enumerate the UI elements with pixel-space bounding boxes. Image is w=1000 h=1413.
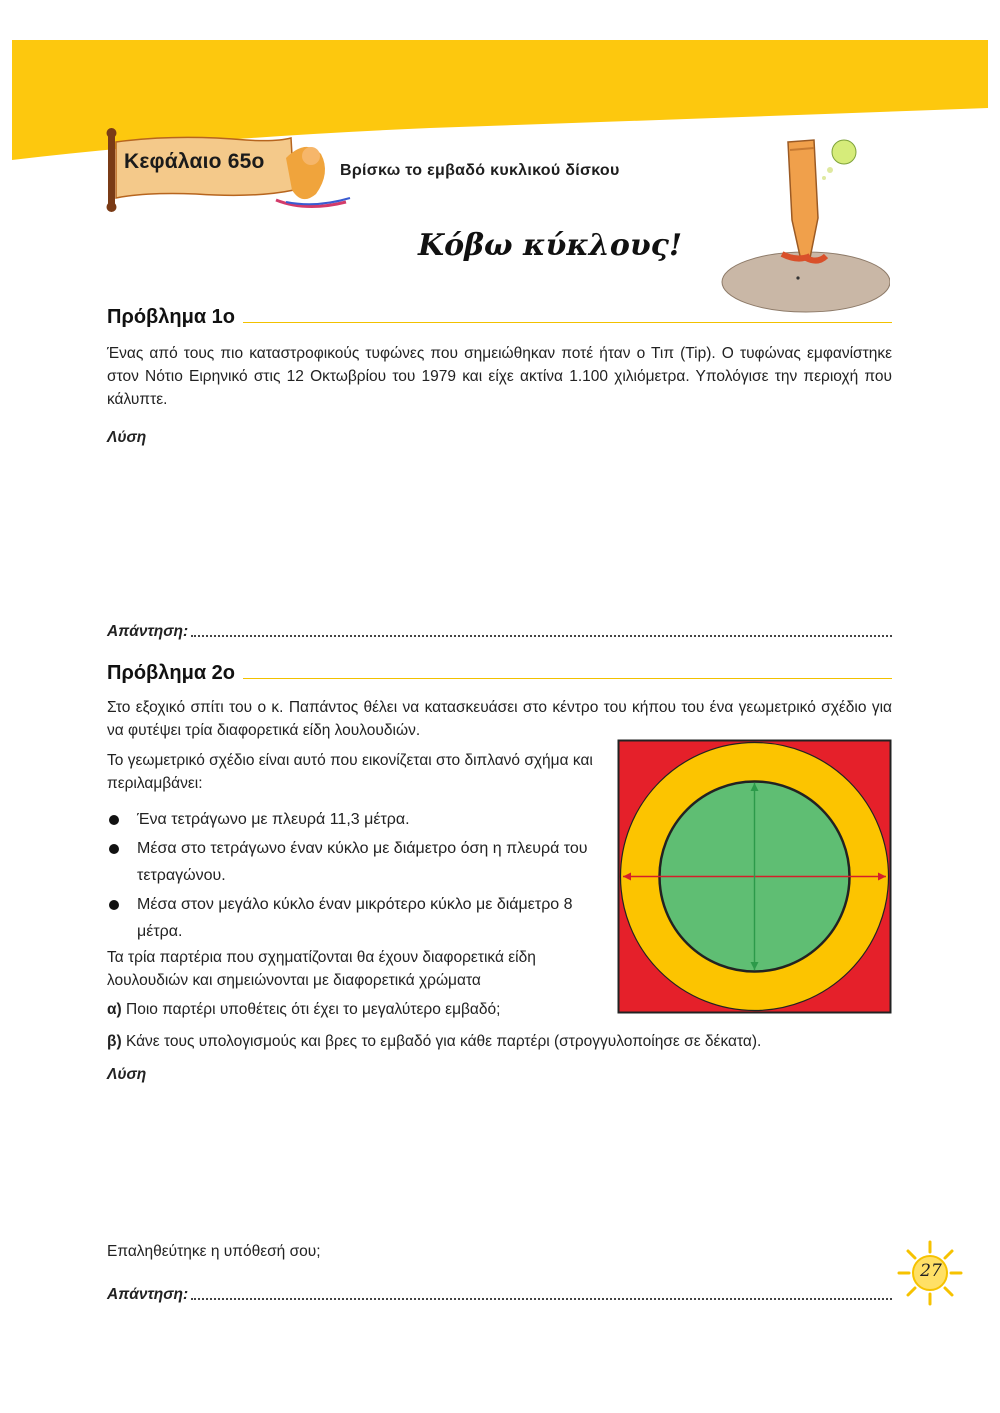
problem1-answer-label: Απάντηση: [107,623,189,640]
problem1-solution-label: Λύση [107,429,147,446]
question-a-label: α) [107,1001,122,1018]
problem2-heading [107,662,892,685]
problem2-heading-text: Πρόβλημα 2ο [107,662,236,684]
answer-dotted-line[interactable] [191,1297,892,1300]
answer-dotted-line[interactable] [191,634,892,637]
question-a [107,1001,500,1019]
verify-question: Επαληθεύτηκε η υπόθεσή σου; [107,1243,321,1260]
bullet-icon [109,844,119,854]
main-title: Κόβω κύκλους! [418,228,683,263]
question-b-text: Κάνε τους υπολογισμούς και βρες το εμβαδό για κάθε παρτέρι (στρογγυλοποίησε σε δέκατα). [125,1033,762,1050]
problem2-description: Το γεωμετρικό σχέδιο είναι αυτό που εικονίζεται στο διπλανό σχήμα και περιλαμβάνει: [107,752,593,792]
problem1-answer-line[interactable] [107,623,892,641]
problem2-answer-line[interactable] [107,1286,892,1304]
problem2-bullet-list [107,806,607,947]
question-b [107,1033,761,1051]
heading-rule [243,322,892,323]
problem2-intro: Στο εξοχικό σπίτι του ο κ. Παπάντος θέλει να κατασκευάσει στο κέντρο του κήπου του ένα γεωμετρικό σχέδιο για να φυτέψει τρία διαφορετικά είδη λουλουδιών. [107,699,892,739]
question-a-text: Ποιο παρτέρι υποθέτεις ότι έχει το μεγαλύτερο εμβαδό; [126,1001,501,1018]
problem2-note: Τα τρία παρτέρια που σχηματίζονται θα έχουν διαφορετικά είδη λουλουδιών και σημειώνονται με διαφορετικά χρώματα [107,949,536,989]
problem2-solution-label: Λύση [107,1066,147,1083]
problem1-heading-text: Πρόβλημα 1ο [107,306,236,328]
list-item: Ένα τετράγωνο με πλευρά 11,3 μέτρα. [107,806,607,833]
chapter-label: Κεφάλαιο 65ο [124,150,265,173]
garden-figure [617,739,892,1014]
list-item: Μέσα στον μεγάλο κύκλο έναν μικρότερο κύκλο με διάμετρο 8 μέτρα. [107,891,607,945]
heading-rule [243,678,892,679]
problem1-text: Ένας από τους πιο καταστροφικούς τυφώνες που σημειώθηκαν ποτέ ήταν ο Τιπ (Tip). Ο τυφώνας εμφανίστηκε στον Νότιο Ειρηνικό στις 12 Οκτωβρίου του 1979 και είχε ακτίνα 1.100 χιλιόμετρα. Υπολόγισε την περιοχή που κάλυπτε. [107,345,892,408]
bullet-icon [109,815,119,825]
question-b-label: β) [107,1033,122,1050]
page-number: 27 [920,1261,942,1281]
chapter-subtitle: Βρίσκω το εμβαδό κυκλικού δίσκου [340,162,620,179]
problem1-heading [107,306,892,329]
mascot-illustration [718,128,890,314]
problem2-answer-label: Απάντηση: [107,1286,189,1303]
bullet-icon [109,900,119,910]
list-item: Μέσα στο τετράγωνο έναν κύκλο με διάμετρο όση η πλευρά του τετραγώνου. [107,835,607,889]
